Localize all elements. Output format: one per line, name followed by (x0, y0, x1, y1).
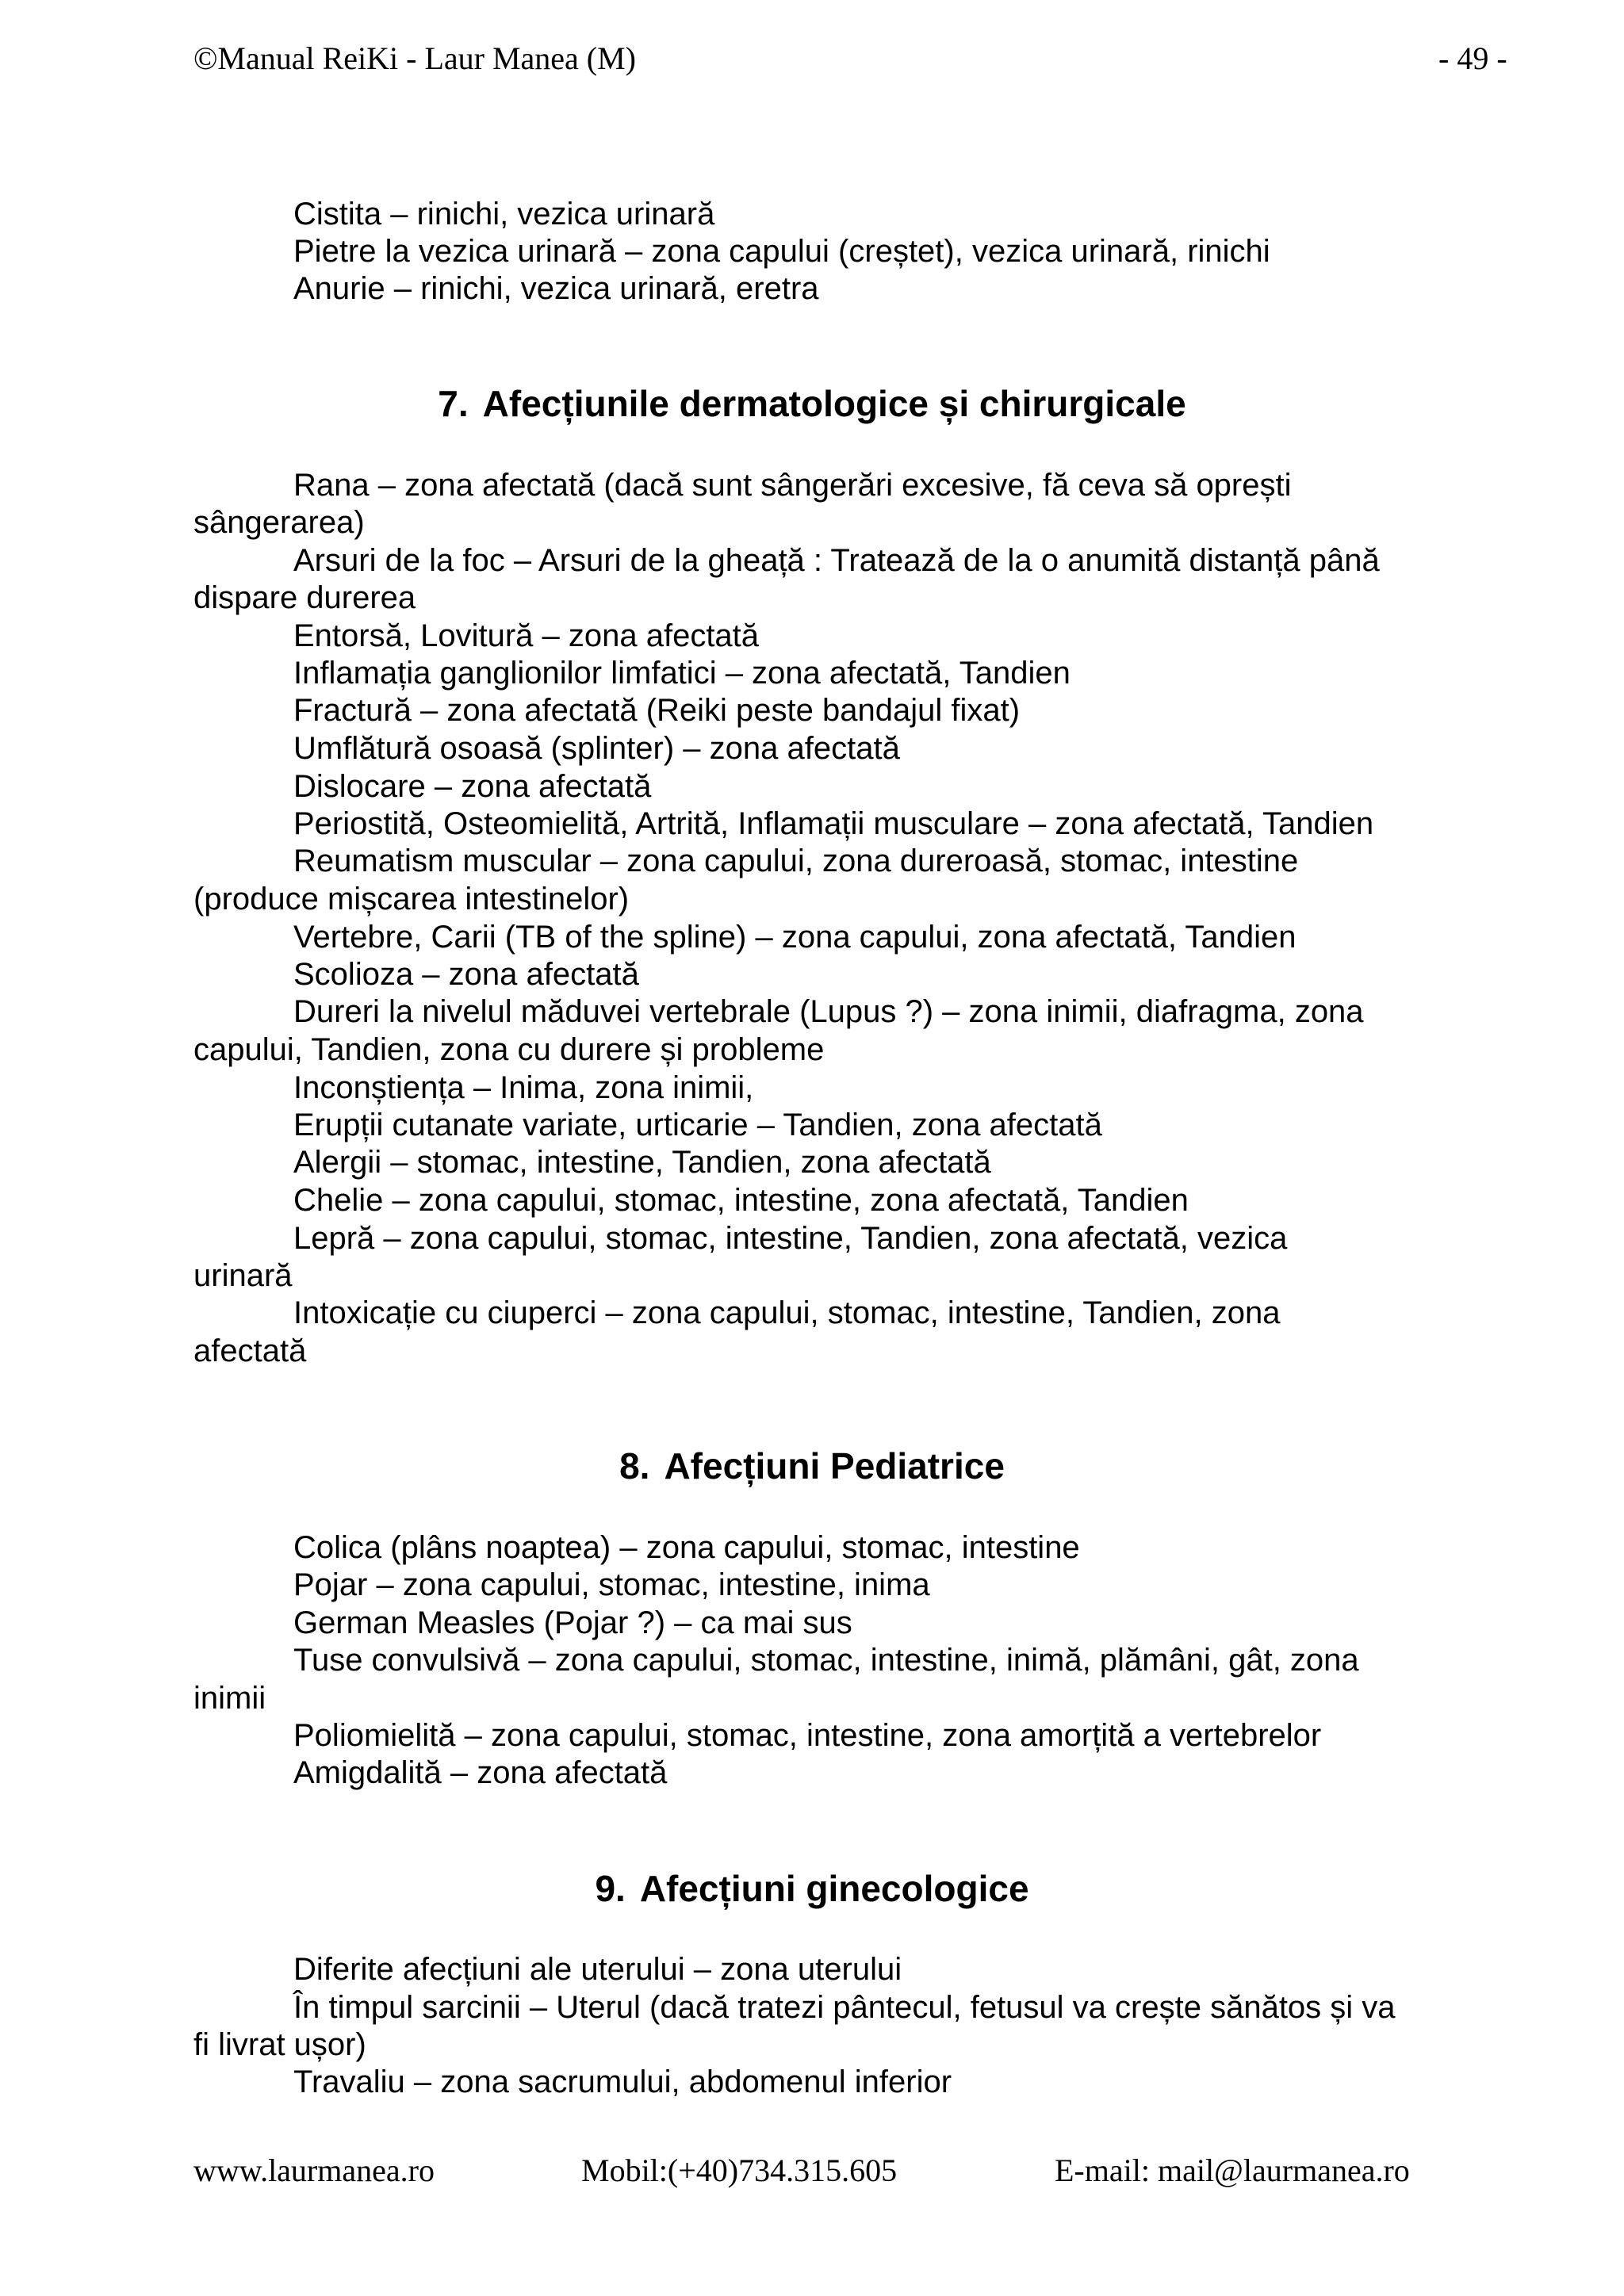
section-title: Afecțiunile dermatologice și chirurgicale (482, 383, 1186, 424)
text-line: Inconștiența – Inima, zona inimii, (293, 1070, 754, 1105)
text-line-continued: capului, Tandien, zona cu durere și probleme (193, 1032, 825, 1067)
text-line: Anurie – rinichi, vezica urinară, eretra (293, 271, 819, 306)
page-number: - 49 - (1438, 40, 1507, 76)
text-line: Scolioza – zona afectată (293, 957, 639, 992)
text-line: Poliomielită – zona capului, stomac, intestine, zona amorțită a vertebrelor (293, 1718, 1322, 1753)
text-line: Travaliu – zona sacrumului, abdomenul inferior (293, 2064, 952, 2099)
text-line: Arsuri de la foc – Arsuri de la gheață : Tratează de la o anumită distanță până (293, 543, 1380, 578)
text-line-continued: (produce mișcarea intestinelor) (193, 882, 630, 916)
footer-website: www.laurmanea.ro (193, 2152, 435, 2188)
text-line: Tuse convulsivă – zona capului, stomac, intestine, inimă, plămâni, gât, zona (293, 1643, 1359, 1678)
section-title: Afecțiuni ginecologice (639, 1868, 1029, 1909)
text-line: Diferite afecțiuni ale uterului – zona uterului (293, 1952, 902, 1987)
text-line: Lepră – zona capului, stomac, intestine, Tandien, zona afectată, vezica (293, 1221, 1288, 1256)
text-line: Umflătură osoasă (splinter) – zona afectată (293, 731, 900, 766)
text-line-continued: fi livrat ușor) (193, 2027, 366, 2062)
text-line-continued: afectată (193, 1334, 307, 1368)
section-title: Afecțiuni Pediatrice (664, 1445, 1005, 1487)
text-line: German Measles (Pojar ?) – ca mai sus (293, 1605, 852, 1640)
text-line: Reumatism muscular – zona capului, zona dureroasă, stomac, intestine (293, 844, 1299, 878)
text-line: Erupții cutanate variate, urticarie – Tandien, zona afectată (293, 1108, 1102, 1142)
section-number: 7. (438, 383, 469, 424)
text-line-continued: urinară (193, 1258, 293, 1293)
section-heading-7 (0, 382, 1624, 425)
footer-email: E-mail: mail@laurmanea.ro (1055, 2152, 1410, 2188)
text-line: Alergii – stomac, intestine, Tandien, zona afectată (293, 1145, 991, 1180)
text-line: Pojar – zona capului, stomac, intestine, inima (293, 1567, 930, 1602)
text-line: În timpul sarcinii – Uterul (dacă tratezi pântecul, fetusul va crește sănătos și va (293, 1990, 1396, 2025)
page-header-title: ©Manual ReiKi - Laur Manea (M) (193, 40, 636, 76)
text-line: Colica (plâns noaptea) – zona capului, stomac, intestine (293, 1530, 1080, 1565)
section-number: 8. (619, 1445, 650, 1487)
text-line-continued: sângerarea) (193, 505, 365, 540)
text-line: Entorsă, Lovitură – zona afectată (293, 618, 760, 653)
text-line: Fractură – zona afectată (Reiki peste bandajul fixat) (293, 693, 1021, 728)
section-heading-9 (0, 1867, 1624, 1910)
text-line: Cistita – rinichi, vezica urinară (293, 197, 715, 232)
text-line: Amigdalită – zona afectată (293, 1755, 668, 1790)
text-line: Pietre la vezica urinară – zona capului (creștet), vezica urinară, rinichi (293, 234, 1270, 269)
text-line: Dislocare – zona afectată (293, 769, 652, 804)
text-line: Intoxicație cu ciuperci – zona capului, stomac, intestine, Tandien, zona (293, 1295, 1281, 1330)
section-number: 9. (595, 1868, 626, 1909)
text-line: Chelie – zona capului, stomac, intestine, zona afectată, Tandien (293, 1183, 1189, 1218)
text-line: Periostită, Osteomielită, Artrită, Inflamații musculare – zona afectată, Tandien (293, 806, 1374, 841)
text-line: Vertebre, Carii (TB of the spline) – zona capului, zona afectată, Tandien (293, 920, 1297, 955)
text-line: Dureri la nivelul măduvei vertebrale (Lupus ?) – zona inimii, diafragma, zona (293, 994, 1364, 1029)
text-line: Rana – zona afectată (dacă sunt sângerări excesive, fă ceva să oprești (293, 468, 1292, 503)
text-line-continued: dispare durerea (193, 580, 416, 615)
text-line-continued: inimii (193, 1681, 266, 1716)
section-heading-8 (0, 1445, 1624, 1487)
footer-phone: Mobil:(+40)734.315.605 (581, 2152, 898, 2188)
text-line: Inflamația ganglionilor limfatici – zona afectată, Tandien (293, 656, 1071, 691)
